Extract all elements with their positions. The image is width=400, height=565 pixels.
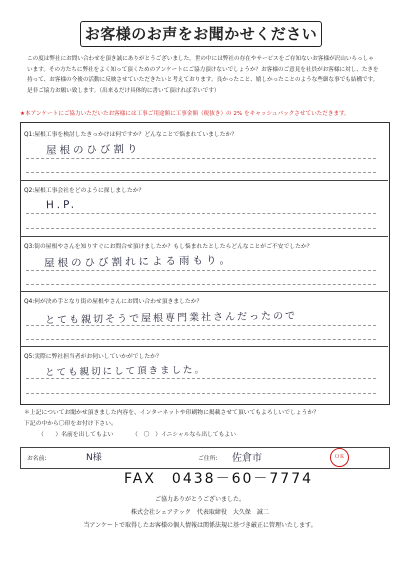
question-divider [20, 236, 388, 237]
fax-number: FAX 0438－60－7774 [124, 471, 314, 487]
address-value: 佐倉市 [232, 453, 262, 464]
consent-option-initials[interactable]: （ 〇 ）イニシャルなら出してもよい [132, 432, 236, 438]
page-title: お客様のお声をお聞かせください [80, 21, 322, 47]
answer-1: 屋根のひび割り [45, 143, 141, 157]
question-2-label: Q2:屋根工事会社をどのように探しましたか？ [24, 188, 145, 194]
consent-instruction: 下記の中から〇印をお付け下さい。 [24, 421, 117, 427]
footer-company: 株式会社シェアテック 代表取締役 大久保 誠二 [131, 509, 269, 516]
answer-4: とても親切そうで屋根専門業社さんだったので [44, 310, 298, 327]
question-divider [20, 291, 388, 292]
answer-line [26, 270, 376, 271]
answer-line [26, 172, 376, 173]
answer-line [26, 228, 376, 229]
name-value: N様 [86, 453, 102, 463]
name-label: お名前: [27, 456, 47, 462]
cashback-note: ★本アンケートにご協力いただいたお客様には工事ご用途額に工事金額（税抜き）の 2% をキャッシュバックさせていただきます。 [20, 111, 350, 117]
answer-2: H.P. [45, 198, 78, 212]
question-4-label: Q4:何が決め手となり街の屋根やさんにお問い合わせ頂きましたか？ [24, 299, 203, 305]
question-3-label: Q3:街の屋根やさんを知りすぐにお問合せ頂けましたか？もし悩まれたとしたらどんなことがご不安でしたか？ [24, 244, 313, 250]
answer-line [26, 325, 376, 326]
intro-text: この度は弊社にお問い合わせを頂き誠にありがとうございました。世の中には弊社の存在やサービスをご存知ないお客様が沢山いらっしゃいます。その方たちに弊社をよく知って頂くためのアンケートにご協力頂けないでしょうか？お客様のご意見を社員がお客様に対し、たきを持って、お客様の今後の活動に反映させていただきたいと考えております。良かったこと、嬉しかったことのような些細な事でも結構です。是非ご協力お願い致します。（出来るだけ具体的に書いて頂ければ幸いです） [27, 56, 379, 94]
answer-line [26, 339, 376, 340]
answer-line [26, 378, 376, 379]
question-divider [20, 346, 388, 347]
address-label: ご住所: [198, 456, 218, 462]
answer-line [26, 158, 376, 159]
answer-line [26, 213, 376, 214]
question-5-label: Q5:実際に弊社担当者がお伺いしていかがでしたか？ [24, 354, 162, 360]
approval-stamp: ＯＫ [330, 448, 349, 467]
answer-5: とても親切にして頂きました。 [44, 364, 207, 379]
question-divider [20, 180, 388, 181]
consent-option-name[interactable]: （ ）名前を出してもよい [38, 432, 114, 438]
question-1-label: Q1:屋根工事を検討したきっかけは何ですか？どんなことで悩まれていましたか？ [24, 132, 238, 138]
answer-line [26, 393, 376, 394]
answer-line [26, 284, 376, 285]
footer-privacy: 当アンケートで取得したお客様の個人情報は関係法規に基づき厳正に管理いたします。 [83, 522, 317, 529]
consent-question: ＊上記についてお聞かせ頂きました内容を、インターネットや印刷物に掲載させて頂いてもよろしいでしょうか？ [24, 410, 320, 416]
answer-3: 屋根のひび割れによる雨もり。 [43, 254, 234, 270]
footer-thanks: ご協力ありがとうございました。 [154, 496, 245, 503]
